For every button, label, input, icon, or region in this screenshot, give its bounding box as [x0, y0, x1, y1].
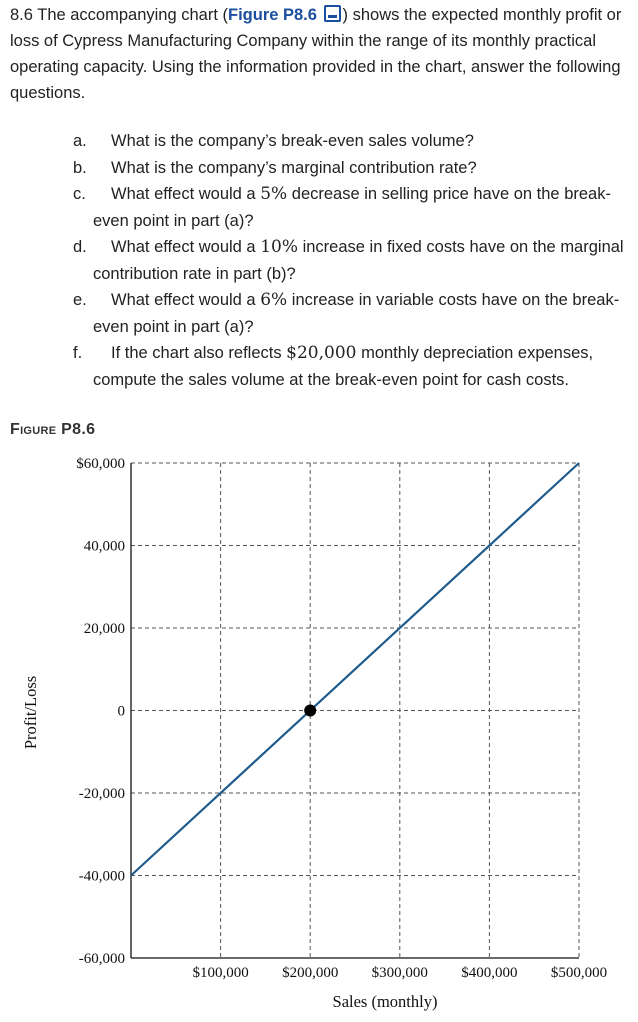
question-letter: c. — [73, 185, 86, 203]
problem-text-after: ) shows the expected monthly profit or loss of Cypress Manufacturing Company within the range of its monthly practical operating capacity. Using the information provided in the chart, answer the following questions. — [10, 6, 622, 102]
question-math: 10% — [260, 237, 298, 257]
question-text-pre: What effect would a — [111, 185, 261, 203]
y-tick-label: 20,000 — [83, 621, 125, 637]
question-text: What is the company’s marginal contribution rate? — [111, 158, 477, 177]
question-letter: a. — [73, 132, 87, 150]
question-text-post: increase in variable costs have on the break-even point in part (a)? — [93, 291, 620, 336]
question-math: 6% — [260, 290, 288, 310]
problem-number: 8.6 — [10, 6, 33, 24]
question-math: 5% — [260, 184, 288, 204]
question-math: $20,000 — [286, 343, 357, 363]
x-tick-label: $400,000 — [461, 965, 518, 981]
question-text: What is the company’s break-even sales volume? — [111, 132, 474, 150]
question-text-pre: What effect would a — [111, 238, 261, 256]
figure-title: Figure P8.6 — [10, 421, 96, 438]
x-tick-label: $500,000 — [550, 965, 608, 981]
question-text-pre: What effect would a — [111, 291, 261, 309]
question-text-post: monthly depreciation expenses, compute the sales volume at the break-even point for cash costs. — [93, 344, 594, 389]
profit-loss-line — [131, 463, 579, 876]
figure-link[interactable]: Figure P8.6 — [228, 6, 317, 24]
break-even-point-marker — [304, 705, 316, 717]
y-axis-label: Profit/Loss — [21, 675, 40, 750]
question-letter: e. — [73, 291, 87, 309]
y-tick-label: 0 — [117, 703, 125, 720]
question-letter: f. — [73, 344, 83, 362]
question-text-post: decrease in selling price have on the break-even point in part (a)? — [93, 185, 611, 230]
problem-text-before: The accompanying chart ( — [37, 6, 228, 24]
question-text-pre: If the chart also reflects — [111, 344, 287, 362]
question-letter: b. — [73, 158, 87, 177]
x-axis-label: Sales (monthly) — [332, 992, 438, 1011]
question-letter: d. — [73, 238, 87, 256]
x-tick-label: $300,000 — [371, 965, 428, 981]
y-tick-label: -60,000 — [78, 951, 125, 967]
question-text-post: increase in fixed costs have on the marginal contribution rate in part (b)? — [93, 238, 624, 283]
x-tick-label: $200,000 — [282, 965, 339, 981]
y-tick-label: -40,000 — [78, 868, 125, 885]
y-tick-label: $60,000 — [76, 456, 125, 472]
y-tick-label: 40,000 — [83, 538, 125, 555]
x-tick-label: $100,000 — [192, 965, 249, 981]
y-tick-label: -20,000 — [78, 786, 125, 802]
